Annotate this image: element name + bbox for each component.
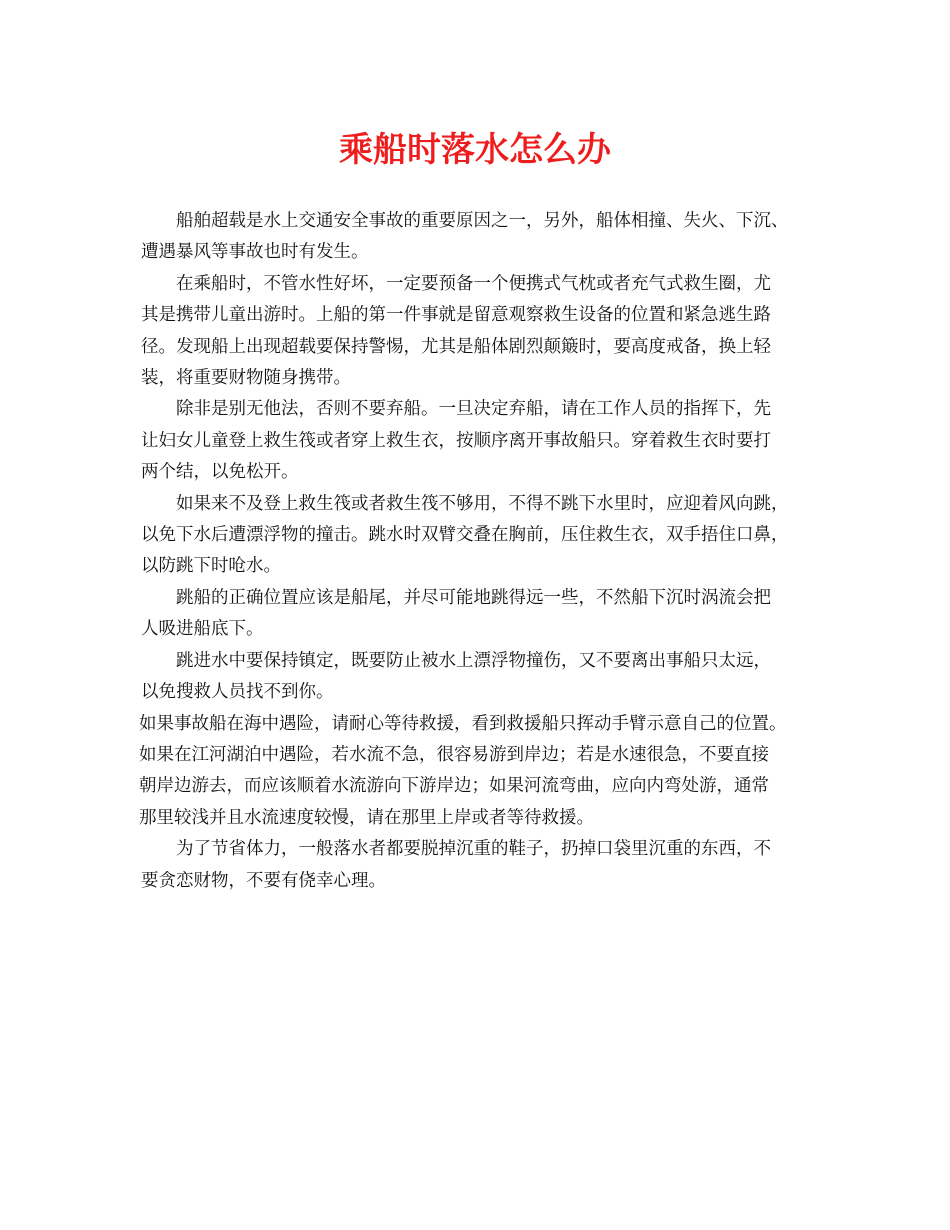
paragraph-5 [141,583,813,646]
text-line: 那里较浅并且水流速度较慢，请在那里上岸或者等待救援。 [139,807,594,828]
text-line: 以免下水后遭漂浮物的撞击。跳水时双臂交叠在胸前，压住救生衣，双手捂住口鼻， [141,525,789,546]
text-line: 径。发现船上出现超载要保持警惕，尤其是船体剧烈颠簸时，要高度戒备，换上轻 [141,336,771,357]
paragraph-6 [141,646,813,709]
paragraph-7 [139,709,813,835]
text-line: 人吸进船底下。 [141,619,264,640]
text-line: 其是携带儿童出游时。上船的第一件事就是留意观察救生设备的位置和紧急逃生路 [141,305,771,326]
text-line: 除非是别无他法，否则不要弃船。一旦决定弃船，请在工作人员的指挥下，先 [176,399,771,420]
paragraph-8 [141,834,813,897]
text-line: 在乘船时，不管水性好坏，一定要预备一个便携式气枕或者充气式救生圈，尤 [176,273,771,294]
text-line: 如果事故船在海中遇险，请耐心等待救援，看到救援船只挥动手臂示意自己的位置。 [139,713,787,734]
paragraph-3 [141,394,813,488]
text-line: 如果来不及登上救生筏或者救生筏不够用，不得不跳下水里时，应迎着风向跳， [176,493,789,514]
text-line: 为了节省体力，一般落水者都要脱掉沉重的鞋子，扔掉口袋里沉重的东西，不 [176,839,771,860]
paragraph-1 [141,206,813,269]
text-line: 以防跳下时呛水。 [141,556,281,577]
paragraph-2 [141,269,813,395]
text-line: 跳进水中要保持镇定，既要防止被水上漂浮物撞伤，又不要离出事船只太远， [176,650,771,671]
document-body [141,206,813,897]
text-line: 让妇女儿童登上救生筏或者穿上救生衣，按顺序离开事故船只。穿着救生衣时要打 [141,430,771,451]
text-line: 两个结，以免松开。 [141,462,299,483]
text-line: 如果在江河湖泊中遇险，若水流不急，很容易游到岸边；若是水速很急，不要直接 [139,744,769,765]
paragraph-4 [141,489,813,583]
text-line: 跳船的正确位置应该是船尾，并尽可能地跳得远一些，不然船下沉时涡流会把 [176,587,771,608]
text-line: 船舶超载是水上交通安全事故的重要原因之一，另外，船体相撞、失火、下沉、 [176,211,789,231]
text-line: 装，将重要财物随身携带。 [141,368,351,389]
text-line: 朝岸边游去，而应该顺着水流游向下游岸边；如果河流弯曲，应向内弯处游，通常 [139,776,769,797]
document-title: 乘船时落水怎么办 [339,130,611,170]
text-line: 遭遇暴风等事故也时有发生。 [141,242,369,263]
text-line: 以免搜救人员找不到你。 [141,682,334,703]
text-line: 要贪恋财物，不要有侥幸心理。 [141,870,386,891]
